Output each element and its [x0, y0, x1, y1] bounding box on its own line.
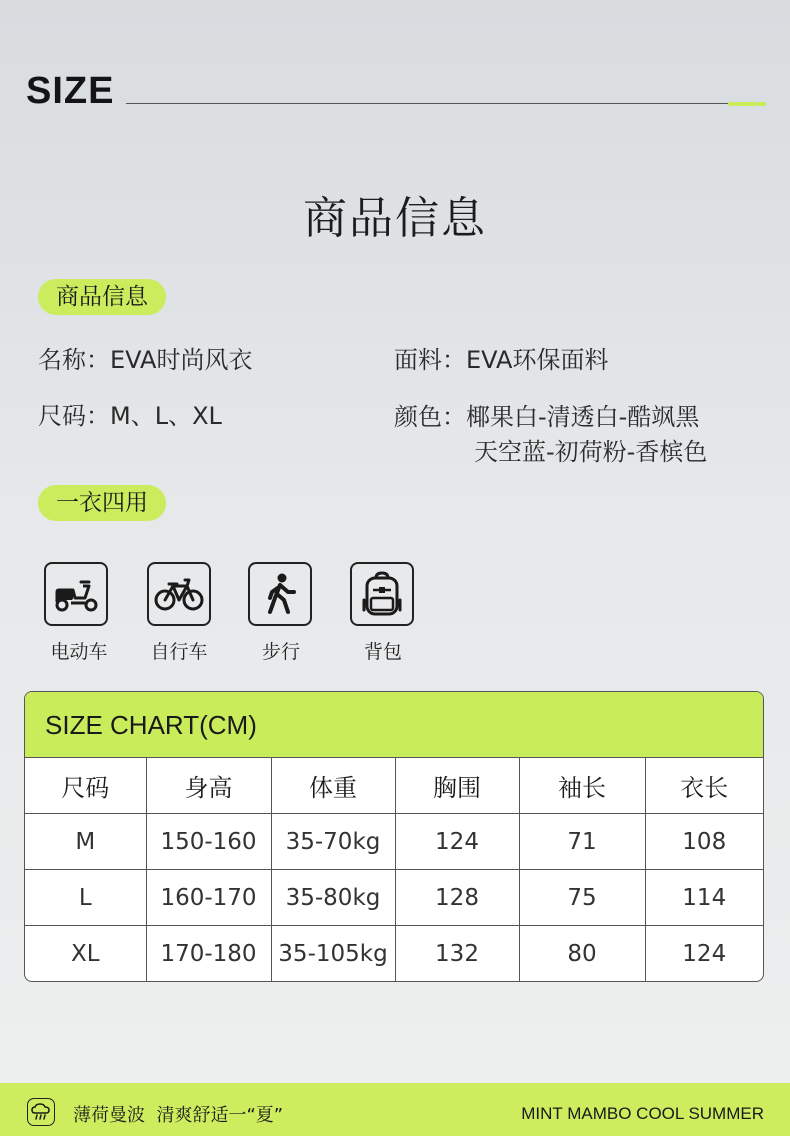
table-cell: 75	[519, 870, 645, 926]
footer-english-slogan: MINT MAMBO COOL SUMMER	[521, 1104, 764, 1123]
size-table	[25, 758, 763, 981]
table-cell: 128	[395, 870, 519, 926]
scooter-icon	[44, 562, 108, 626]
table-cell: 132	[395, 926, 519, 982]
table-cell: 170-180	[146, 926, 271, 982]
table-cell: 35-80kg	[271, 870, 395, 926]
product-sizes: 尺码：M、L、XL	[38, 402, 222, 430]
table-row	[25, 814, 763, 870]
rain-cloud-icon	[27, 1098, 55, 1126]
walking-icon	[248, 562, 312, 626]
product-name: 名称：EVA时尚风衣	[38, 346, 253, 374]
table-cell: 80	[519, 926, 645, 982]
table-cell: 160-170	[146, 870, 271, 926]
size-chart-title: SIZE CHART(CM)	[25, 692, 763, 758]
table-row	[25, 870, 763, 926]
usage-label-scooter: 电动车	[50, 641, 108, 663]
page-title: 商品信息	[303, 193, 487, 244]
usage-pill: 一衣四用	[38, 485, 166, 521]
table-header-row	[25, 758, 763, 814]
usage-label-walking: 步行	[261, 641, 300, 663]
product-colors-cont: 天空蓝-初荷粉-香槟色	[474, 438, 708, 466]
size-chart	[24, 691, 764, 982]
product-info-pill: 商品信息	[38, 279, 166, 315]
table-cell: 114	[645, 870, 763, 926]
usage-label-bicycle: 自行车	[150, 641, 208, 663]
bicycle-icon	[147, 562, 211, 626]
table-cell: 35-70kg	[271, 814, 395, 870]
size-heading: SIZE	[26, 70, 115, 112]
table-cell: 108	[645, 814, 763, 870]
backpack-icon	[350, 562, 414, 626]
table-cell: 124	[395, 814, 519, 870]
table-cell: 71	[519, 814, 645, 870]
header-height: 身高	[146, 758, 271, 814]
header-sleeve: 袖长	[519, 758, 645, 814]
table-cell: XL	[25, 926, 146, 982]
header-weight: 体重	[271, 758, 395, 814]
header-chest: 胸围	[395, 758, 519, 814]
divider-accent	[728, 102, 766, 106]
divider-line	[126, 103, 766, 104]
header-length: 衣长	[645, 758, 763, 814]
product-fabric: 面料：EVA环保面料	[394, 346, 609, 374]
table-cell: 35-105kg	[271, 926, 395, 982]
table-cell: L	[25, 870, 146, 926]
table-row	[25, 926, 763, 982]
table-cell: 124	[645, 926, 763, 982]
footer-slogan: 薄荷曼波 清爽舒适一“夏”	[73, 1105, 284, 1126]
table-cell: 150-160	[146, 814, 271, 870]
product-colors: 颜色：椰果白-清透白-酷飒黑	[394, 403, 700, 431]
table-cell: M	[25, 814, 146, 870]
usage-label-backpack: 背包	[363, 641, 402, 663]
header-size: 尺码	[25, 758, 146, 814]
